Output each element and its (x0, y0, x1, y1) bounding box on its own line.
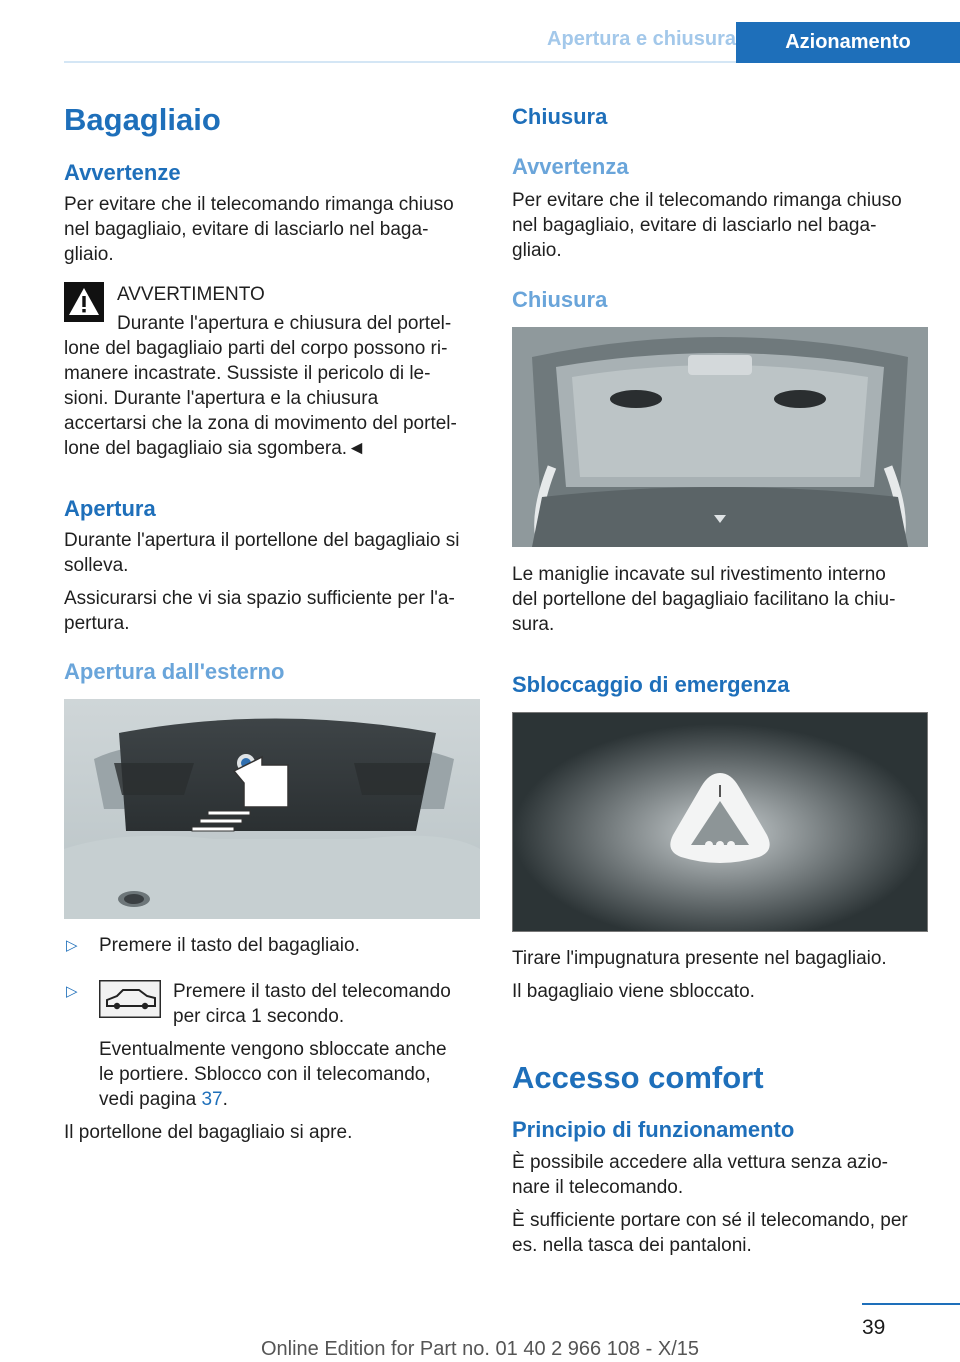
bullet-1-text: Premere il tasto del bagagliaio. (99, 935, 360, 956)
avvertenza-line-2: nel bagagliaio, evitare di lasciarlo nel baga- (512, 215, 877, 236)
principio-line-2: nare il telecomando. (512, 1177, 684, 1198)
maniglie-line-1: Le maniglie incavate sul rivestimento interno (512, 564, 886, 585)
avvertenza-heading: Avvertenza (512, 154, 629, 179)
maniglie-line-2: del portellone del bagagliaio facilitano la chiu- (512, 589, 896, 610)
warning-icon (64, 282, 104, 322)
closing-text: Il portellone del bagagliaio si apre. (64, 1122, 353, 1143)
emergenza-line-1: Tirare l'impugnatura presente nel bagagliaio. (512, 948, 887, 969)
principio-line-3: È sufficiente portare con sé il telecomando, per (512, 1210, 908, 1231)
avvertenze-line-3: gliaio. (64, 244, 114, 265)
page-number: 39 (862, 1316, 886, 1339)
avvertenze-heading: Avvertenze (64, 160, 181, 185)
emergenza-heading: Sbloccaggio di emergenza (512, 672, 790, 697)
bullet-2-line-4: le portiere. Sblocco con il telecomando, (99, 1064, 431, 1085)
accesso-comfort-title: Accesso comfort (512, 1060, 764, 1095)
warning-line-3: manere incastrate. Sussiste il pericolo di le- (64, 363, 431, 384)
avvertenza-line-1: Per evitare che il telecomando rimanga chiuso (512, 190, 902, 211)
trunk-interior-image (512, 327, 928, 547)
maniglie-line-3: sura. (512, 614, 555, 635)
chiusura-subheading: Chiusura (512, 287, 608, 312)
trunk-exterior-image (64, 699, 480, 919)
apertura-line-1: Durante l'apertura il portellone del bagagliaio si (64, 530, 460, 551)
avvertenza-line-3: gliaio. (512, 240, 562, 261)
bullet-2-line-5 (99, 1087, 228, 1112)
bullet-2-line-3: Eventualmente vengono sbloccate anche (99, 1039, 447, 1060)
emergency-release-image (512, 712, 928, 932)
warning-line-5: accertarsi che la zona di movimento del portel- (64, 413, 457, 434)
page-title: Bagagliaio (64, 102, 221, 137)
chiusura-heading: Chiusura (512, 104, 608, 129)
header-section[interactable]: Apertura e chiusura (547, 28, 736, 50)
avvertenze-line-2: nel bagagliaio, evitare di lasciarlo nel baga- (64, 219, 429, 240)
warning-line-2: lone del bagagliaio parti del corpo possono ri- (64, 338, 448, 359)
see-page-suffix: . (222, 1089, 228, 1110)
car-remote-icon (99, 980, 161, 1018)
principio-line-1: È possibile accedere alla vettura senza azio- (512, 1152, 888, 1173)
header-chapter-tab[interactable]: Azionamento (736, 22, 960, 63)
apertura-line-3: Assicurarsi che vi sia spazio sufficiente per l'a- (64, 588, 455, 609)
principio-heading: Principio di funzionamento (512, 1117, 795, 1142)
footer-rule (862, 1303, 960, 1305)
apertura-heading: Apertura (64, 496, 156, 521)
bullet-2-line-1: Premere il tasto del telecomando (173, 981, 451, 1002)
see-page-prefix: vedi pagina (99, 1089, 202, 1110)
bullet-marker-2: ▷ (66, 983, 78, 1000)
avvertenze-line-1: Per evitare che il telecomando rimanga chiuso (64, 194, 454, 215)
emergenza-line-2: Il bagagliaio viene sbloccato. (512, 981, 755, 1002)
warning-title: AVVERTIMENTO (117, 284, 265, 305)
footer-edition (0, 1338, 960, 1361)
warning-line-6: lone del bagagliaio sia sgombera.◄ (64, 438, 366, 459)
warning-line-4: sioni. Durante l'apertura e la chiusura (64, 388, 379, 409)
warning-line-1: Durante l'apertura e chiusura del portel- (117, 313, 452, 334)
apertura-esterno-heading: Apertura dall'esterno (64, 659, 285, 684)
apertura-line-2: solleva. (64, 555, 129, 576)
page-link[interactable]: 37 (201, 1089, 223, 1110)
principio-line-4: es. nella tasca dei pantaloni. (512, 1235, 752, 1256)
edition-text: Online Edition for Part no. 01 40 2 966 108 - X/15 (260, 1338, 700, 1360)
bullet-marker-1: ▷ (66, 937, 78, 954)
bullet-2-line-2: per circa 1 secondo. (173, 1006, 345, 1027)
apertura-line-4: pertura. (64, 613, 130, 634)
